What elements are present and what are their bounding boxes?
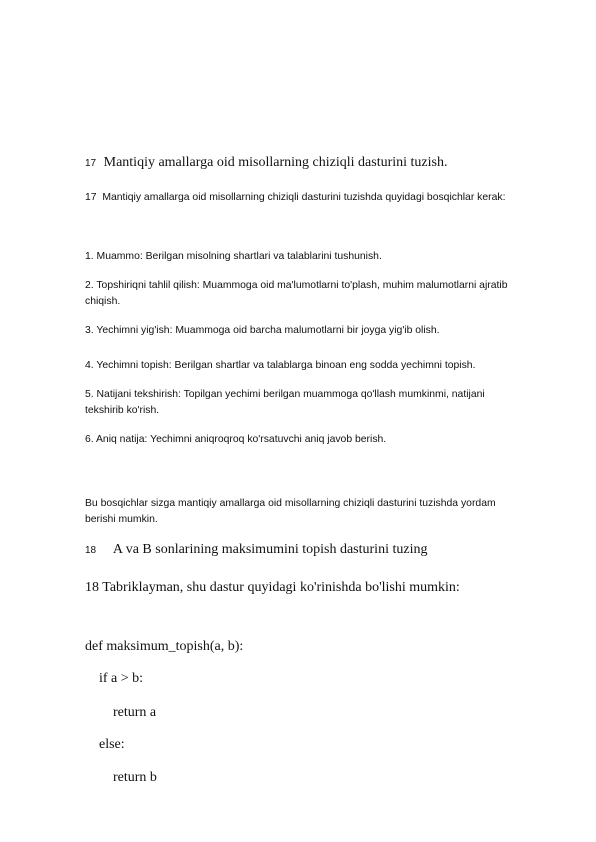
q17-step-6: 6. Aniq natija: Yechimni aniqroqroq ko'rsatuvchi aniq javob berish. [85,434,387,445]
q18-heading [85,541,515,560]
q17-heading [85,154,515,173]
q17-number: 17 [85,158,97,169]
code-line-1: def maksimum_topish(a, b): [85,639,244,654]
q17-step-2: 2. Topshiriqni tahlil qilish: Muammoga oid ma'lumotlarni to'plash, muhim malumotlarni ajratib chiqish. [85,280,508,307]
q18-title: A va B sonlarining maksimumini topish dasturini tuzing [112,542,428,557]
q17-intro-number: 17 [85,192,97,203]
q18-number: 18 [85,545,97,556]
q17-conclusion: Bu bosqichlar sizga mantiqiy amallarga oid misollarning chiziqli dasturini tuzishda yordam berishi mumkin. [85,498,496,525]
code-line-4: else: [99,737,125,752]
q17-step-4: 4. Yechimni topish: Berilgan shartlar va talablarga binoan eng sodda yechimni topish. [85,360,476,371]
q17-step-1: 1. Muammo: Berilgan misolning shartlari va talablarini tushunish. [85,251,382,262]
q17-step-5: 5. Natijani tekshirish: Topilgan yechimi berilgan muammoga qo'llash mumkinmi, natijani tekshirib ko'rish. [85,389,485,416]
code-line-2: if a > b: [99,671,144,686]
q17-step-3: 3. Yechimni yig'ish: Muammoga oid barcha malumotlarni bir joyga yig'ib olish. [85,325,440,336]
q17-intro [85,190,515,206]
q17-title: Mantiqiy amallarga oid misollarning chiziqli dasturini tuzish. [103,155,448,170]
code-line-3: return a [113,705,157,720]
code-line-5: return b [113,770,157,785]
q18-intro: 18 Tabriklayman, shu dastur quyidagi ko'rinishda bo'lishi mumkin: [85,580,460,595]
q17-intro-text: Mantiqiy amallarga oid misollarning chiziqli dasturini tuzishda quyidagi bosqichlar kerak: [102,192,506,203]
